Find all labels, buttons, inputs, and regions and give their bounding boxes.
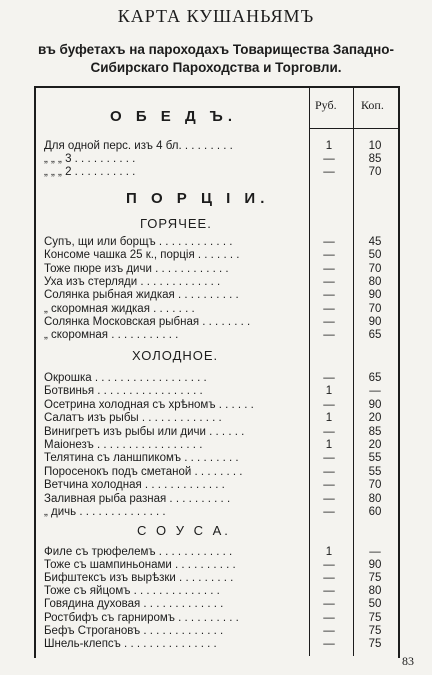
- dish-name: Тоже пюре изъ дичи . . . . . . . . . . . .: [44, 262, 229, 275]
- price-kop: 75: [368, 624, 382, 637]
- dish-name: Тоже съ яйцомъ . . . . . . . . . . . . . .: [44, 585, 220, 598]
- price-kop: 90: [368, 559, 382, 572]
- price-rub: —: [323, 637, 335, 650]
- price-rub: —: [323, 166, 335, 178]
- price-rub: 1: [325, 140, 333, 152]
- subhead-hot: ГОРЯЧЕЕ.: [140, 216, 212, 231]
- price-rub: —: [323, 598, 335, 611]
- subhead-sauces: С О У С А.: [137, 523, 231, 538]
- hot-row: [44, 249, 398, 263]
- cold-row: [44, 399, 398, 413]
- cold-row: [44, 439, 398, 453]
- section-title-porcii: П О Р Ц І И.: [126, 190, 270, 207]
- price-kop: 75: [368, 611, 382, 624]
- dish-name: Солянка Московская рыбная . . . . . . . .: [44, 315, 251, 328]
- price-kop: 70: [368, 262, 382, 275]
- price-rub: 1: [325, 412, 333, 425]
- price-rub: —: [323, 479, 335, 492]
- dish-name: Консоме чашка 25 к., порція . . . . . . .: [44, 249, 240, 262]
- dish-name: Окрошка . . . . . . . . . . . . . . . . . .: [44, 372, 207, 384]
- price-rub: —: [323, 302, 335, 315]
- price-kop: 80: [368, 492, 382, 505]
- dish-name: Бифштексъ изъ вырѣзки . . . . . . . . .: [44, 572, 234, 585]
- page-title: КАРТА КУШАНЬЯМЪ: [117, 6, 315, 26]
- price-kop: —: [369, 546, 381, 558]
- price-rub: —: [323, 236, 335, 248]
- price-kop: 75: [368, 637, 382, 650]
- sauce-row: [44, 585, 398, 599]
- price-kop: 65: [368, 329, 382, 342]
- sauce-row: [44, 598, 398, 612]
- price-rub: —: [323, 506, 335, 518]
- dish-name: Тоже съ шампиньонами . . . . . . . . . .: [44, 559, 236, 572]
- price-rub: —: [323, 262, 335, 275]
- price-kop: 55: [368, 452, 382, 465]
- dish-name: Ботвинья . . . . . . . . . . . . . . . . .: [44, 385, 203, 398]
- price-rub: —: [323, 315, 335, 328]
- subtitle-line-2: Сибирскаго Пароходства и Торговли.: [90, 60, 342, 75]
- obed-row: [44, 140, 398, 154]
- hot-row: [44, 303, 398, 317]
- dish-name: Заливная рыба разная . . . . . . . . . .: [44, 492, 231, 505]
- dish-name: Уха изъ стерляди . . . . . . . . . . . . .: [44, 275, 221, 288]
- price-kop: 50: [368, 598, 382, 611]
- price-rub: —: [323, 611, 335, 624]
- dish-name: Телятина съ ланшпикомъ . . . . . . . . .: [44, 452, 239, 465]
- price-rub: —: [323, 624, 335, 637]
- price-kop: 60: [368, 506, 382, 518]
- sauce-row: [44, 546, 398, 560]
- price-kop: 65: [368, 372, 382, 384]
- hot-row: [44, 289, 398, 303]
- price-kop: —: [369, 385, 381, 398]
- price-kop: 55: [368, 465, 382, 478]
- price-rub: 1: [325, 439, 333, 451]
- subhead-cold: ХОЛОДНОЕ.: [132, 348, 219, 363]
- obed-row: [44, 166, 398, 180]
- dish-name: Шнель-клепсъ . . . . . . . . . . . . . . .: [44, 637, 217, 650]
- price-rub: —: [323, 452, 335, 465]
- hot-row: [44, 263, 398, 277]
- price-kop: 90: [368, 315, 382, 328]
- section-title-obed: О Б Е Д Ъ.: [110, 108, 238, 125]
- hot-row: [44, 236, 398, 250]
- price-rub: —: [323, 492, 335, 505]
- price-kop: 70: [368, 479, 382, 492]
- sauce-row: [44, 638, 398, 652]
- cold-row: [44, 493, 398, 507]
- price-kop: 85: [368, 153, 382, 165]
- price-kop: 90: [368, 398, 382, 411]
- price-kop: 20: [368, 439, 382, 451]
- hot-row: [44, 316, 398, 330]
- sauce-row: [44, 612, 398, 626]
- price-kop: 80: [368, 585, 382, 598]
- dish-name: Говядина духовая . . . . . . . . . . . . .: [44, 598, 224, 611]
- price-rub: —: [323, 425, 335, 438]
- column-header-rule: [309, 128, 398, 129]
- dish-name: „ „ „ 3 . . . . . . . . . .: [44, 153, 136, 165]
- price-rub: —: [323, 572, 335, 585]
- price-kop: 10: [368, 140, 382, 152]
- dish-name: Филе съ трюфелемъ . . . . . . . . . . . .: [44, 546, 233, 558]
- dish-name: Салатъ изъ рыбы . . . . . . . . . . . . .: [44, 412, 222, 425]
- cold-row: [44, 466, 398, 480]
- cold-row: [44, 426, 398, 440]
- dish-name: Для одной перс. изъ 4 бл. . . . . . . . .: [44, 140, 233, 152]
- dish-name: Маіонезъ . . . . . . . . . . . . . . . . .: [44, 439, 203, 451]
- dish-name: Осетрина холодная съ хрѣномъ . . . . . .: [44, 398, 254, 411]
- price-kop: 80: [368, 275, 382, 288]
- price-rub: 1: [325, 546, 333, 558]
- price-rub: —: [323, 372, 335, 384]
- dish-name: „ скоромная . . . . . . . . . . .: [44, 329, 179, 342]
- cold-row: [44, 479, 398, 493]
- price-kop: 70: [368, 166, 382, 178]
- price-rub: —: [323, 329, 335, 342]
- dish-name: Супъ, щи или борщъ . . . . . . . . . . . .: [44, 236, 233, 248]
- dish-name: Бефъ Строгановъ . . . . . . . . . . . . .: [44, 624, 224, 637]
- price-kop: 75: [368, 572, 382, 585]
- column-header-rub: Руб.: [315, 98, 337, 112]
- price-kop: 70: [368, 302, 382, 315]
- price-rub: —: [323, 249, 335, 262]
- dish-name: „ скоромная жидкая . . . . . . .: [44, 302, 195, 315]
- column-header-kop: Коп.: [361, 98, 384, 112]
- price-rub: —: [323, 153, 335, 165]
- price-rub: —: [323, 465, 335, 478]
- price-kop: 85: [368, 425, 382, 438]
- obed-row: [44, 153, 398, 167]
- sauce-row: [44, 625, 398, 639]
- price-rub: —: [323, 275, 335, 288]
- dish-name: Ветчина холодная . . . . . . . . . . . . .: [44, 479, 225, 492]
- price-kop: 90: [368, 289, 382, 302]
- hot-row: [44, 276, 398, 290]
- sauce-row: [44, 559, 398, 573]
- dish-name: Поросенокъ подъ сметаной . . . . . . . .: [44, 465, 243, 478]
- dish-name: „ дичь . . . . . . . . . . . . . .: [44, 506, 166, 518]
- dish-name: Винигретъ изъ рыбы или дичи . . . . . .: [44, 425, 245, 438]
- cold-row: [44, 372, 398, 386]
- price-rub: —: [323, 585, 335, 598]
- price-rub: —: [323, 398, 335, 411]
- page-number: 83: [402, 654, 414, 668]
- cold-row: [44, 412, 398, 426]
- dish-name: Солянка рыбная жидкая . . . . . . . . . .: [44, 289, 239, 302]
- cold-row: [44, 506, 398, 520]
- price-rub: —: [323, 289, 335, 302]
- price-rub: —: [323, 559, 335, 572]
- price-kop: 20: [368, 412, 382, 425]
- price-kop: 45: [368, 236, 382, 248]
- sauce-row: [44, 572, 398, 586]
- price-rub: 1: [325, 385, 333, 398]
- hot-row: [44, 329, 398, 343]
- cold-row: [44, 385, 398, 399]
- dish-name: „ „ „ 2 . . . . . . . . . .: [44, 166, 136, 178]
- cold-row: [44, 452, 398, 466]
- dish-name: Ростбифъ съ гарниромъ . . . . . . . . . .: [44, 611, 239, 624]
- price-kop: 50: [368, 249, 382, 262]
- subtitle-line-1: въ буфетахъ на пароходахъ Товарищества Западно-: [37, 42, 394, 57]
